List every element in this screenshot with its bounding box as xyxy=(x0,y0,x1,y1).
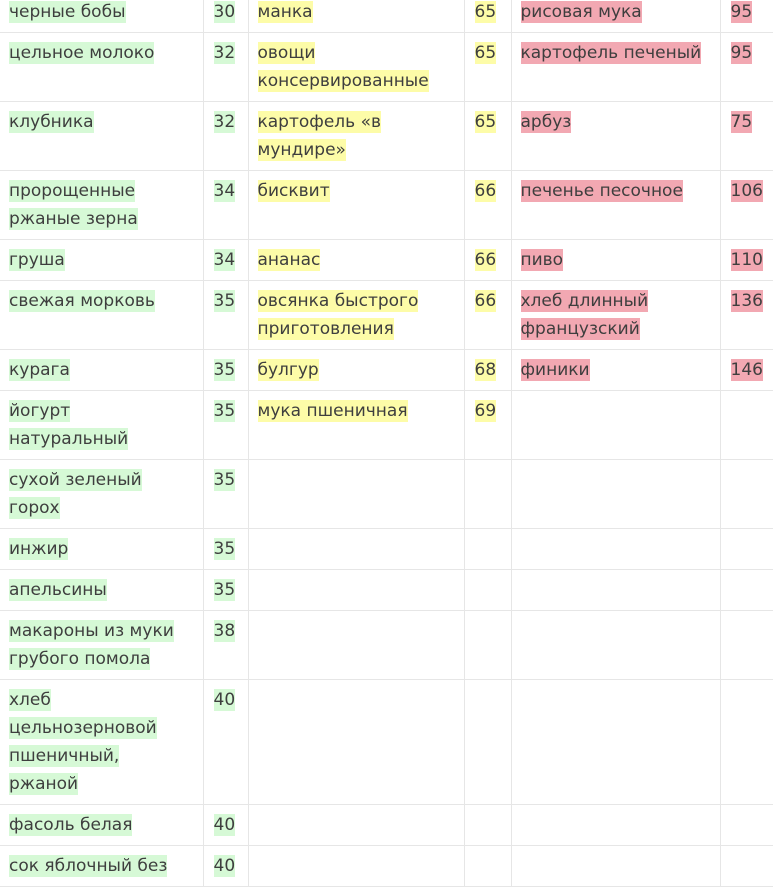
table-row xyxy=(0,460,773,529)
medium-gi-value: 68 xyxy=(474,360,497,380)
high-gi-food-cell xyxy=(511,529,720,570)
medium-gi-value-cell xyxy=(464,171,511,240)
medium-gi-food-cell xyxy=(248,281,464,350)
medium-gi-food-cell xyxy=(248,33,464,102)
high-gi-food-cell xyxy=(511,680,720,805)
high-gi-value: 95 xyxy=(730,43,753,63)
medium-gi-value: 66 xyxy=(474,291,497,311)
low-gi-food-cell xyxy=(0,460,203,529)
medium-gi-food-name: овсянка быстрого приготовления xyxy=(257,291,419,339)
low-gi-value-cell xyxy=(203,570,248,611)
low-gi-food-name: черные бобы xyxy=(9,2,126,22)
medium-gi-value-cell xyxy=(464,391,511,460)
low-gi-value: 35 xyxy=(213,291,236,311)
medium-gi-value-cell xyxy=(464,680,511,805)
medium-gi-food-cell xyxy=(248,611,464,680)
low-gi-food-name: груша xyxy=(9,250,65,270)
high-gi-food-cell xyxy=(511,805,720,846)
low-gi-value-cell xyxy=(203,171,248,240)
medium-gi-food-cell xyxy=(248,102,464,171)
medium-gi-food-cell xyxy=(248,680,464,805)
high-gi-value-cell xyxy=(720,680,773,805)
low-gi-food-cell xyxy=(0,529,203,570)
medium-gi-food-cell xyxy=(248,171,464,240)
low-gi-food-cell xyxy=(0,680,203,805)
low-gi-food-cell xyxy=(0,33,203,102)
medium-gi-food-cell xyxy=(248,391,464,460)
table-row xyxy=(0,680,773,805)
high-gi-food-cell xyxy=(511,33,720,102)
low-gi-food-cell xyxy=(0,391,203,460)
low-gi-food-name: макароны из муки грубого помола xyxy=(9,621,174,669)
low-gi-value: 35 xyxy=(213,360,236,380)
high-gi-value: 136 xyxy=(730,291,763,311)
high-gi-value-cell xyxy=(720,171,773,240)
medium-gi-food-cell xyxy=(248,570,464,611)
medium-gi-value: 65 xyxy=(474,2,497,22)
medium-gi-value: 65 xyxy=(474,43,497,63)
high-gi-value: 75 xyxy=(730,112,753,132)
low-gi-value-cell xyxy=(203,460,248,529)
high-gi-food-cell xyxy=(511,0,720,33)
medium-gi-food-cell xyxy=(248,0,464,33)
high-gi-value-cell xyxy=(720,805,773,846)
high-gi-food-cell xyxy=(511,391,720,460)
medium-gi-value: 66 xyxy=(474,250,497,270)
high-gi-food-cell xyxy=(511,846,720,887)
high-gi-value-cell xyxy=(720,281,773,350)
low-gi-food-name: свежая морковь xyxy=(9,291,155,311)
low-gi-value: 32 xyxy=(213,43,236,63)
low-gi-value: 40 xyxy=(213,690,236,710)
high-gi-food-cell xyxy=(511,611,720,680)
low-gi-food-name: пророщенные ржаные зерна xyxy=(9,181,138,229)
low-gi-value: 35 xyxy=(213,401,236,421)
high-gi-food-name: пиво xyxy=(520,250,564,270)
high-gi-food-name: рисовая мука xyxy=(520,2,642,22)
low-gi-value-cell xyxy=(203,350,248,391)
low-gi-value: 34 xyxy=(213,181,236,201)
medium-gi-food-cell xyxy=(248,846,464,887)
low-gi-value: 40 xyxy=(213,815,236,835)
high-gi-food-name: хлеб длинный французский xyxy=(520,291,649,339)
table-row xyxy=(0,805,773,846)
medium-gi-value-cell xyxy=(464,0,511,33)
medium-gi-food-cell xyxy=(248,460,464,529)
table-row xyxy=(0,171,773,240)
low-gi-food-name: йогурт натуральный xyxy=(9,401,129,449)
high-gi-value-cell xyxy=(720,350,773,391)
low-gi-value-cell xyxy=(203,0,248,33)
low-gi-food-name: фасоль белая xyxy=(9,815,133,835)
high-gi-food-cell xyxy=(511,171,720,240)
low-gi-value-cell xyxy=(203,805,248,846)
high-gi-value: 110 xyxy=(730,250,763,270)
low-gi-food-name: цельное молоко xyxy=(9,43,155,63)
medium-gi-value-cell xyxy=(464,570,511,611)
low-gi-value-cell xyxy=(203,240,248,281)
low-gi-food-cell xyxy=(0,281,203,350)
medium-gi-value-cell xyxy=(464,281,511,350)
low-gi-value: 40 xyxy=(213,856,236,876)
high-gi-value-cell xyxy=(720,102,773,171)
low-gi-food-name: сок яблочный без xyxy=(9,856,168,876)
high-gi-food-cell xyxy=(511,102,720,171)
high-gi-food-cell xyxy=(511,570,720,611)
low-gi-food-name: клубника xyxy=(9,112,94,132)
high-gi-value-cell xyxy=(720,33,773,102)
low-gi-food-cell xyxy=(0,805,203,846)
low-gi-value: 38 xyxy=(213,621,236,641)
low-gi-food-cell xyxy=(0,611,203,680)
medium-gi-food-name: овощи консервированные xyxy=(257,43,429,91)
low-gi-food-name: апельсины xyxy=(9,580,107,600)
medium-gi-food-cell xyxy=(248,350,464,391)
high-gi-food-cell xyxy=(511,240,720,281)
low-gi-value: 35 xyxy=(213,470,236,490)
high-gi-value-cell xyxy=(720,570,773,611)
low-gi-value: 32 xyxy=(213,112,236,132)
medium-gi-value-cell xyxy=(464,611,511,680)
medium-gi-value-cell xyxy=(464,846,511,887)
table-row xyxy=(0,281,773,350)
low-gi-value-cell xyxy=(203,680,248,805)
low-gi-food-cell xyxy=(0,350,203,391)
medium-gi-value-cell xyxy=(464,805,511,846)
low-gi-food-cell xyxy=(0,240,203,281)
medium-gi-food-cell xyxy=(248,805,464,846)
table-row xyxy=(0,350,773,391)
low-gi-food-name: инжир xyxy=(9,539,69,559)
medium-gi-value-cell xyxy=(464,240,511,281)
low-gi-value: 34 xyxy=(213,250,236,270)
low-gi-food-cell xyxy=(0,0,203,33)
table-row xyxy=(0,240,773,281)
high-gi-food-cell xyxy=(511,281,720,350)
low-gi-food-cell xyxy=(0,570,203,611)
low-gi-value-cell xyxy=(203,281,248,350)
low-gi-food-name: курага xyxy=(9,360,70,380)
medium-gi-food-name: манка xyxy=(257,2,313,22)
table-row xyxy=(0,391,773,460)
low-gi-value: 30 xyxy=(213,2,236,22)
high-gi-food-cell xyxy=(511,460,720,529)
high-gi-value-cell xyxy=(720,391,773,460)
medium-gi-value-cell xyxy=(464,350,511,391)
medium-gi-value-cell xyxy=(464,102,511,171)
medium-gi-value: 65 xyxy=(474,112,497,132)
medium-gi-food-name: булгур xyxy=(257,360,319,380)
medium-gi-food-name: ананас xyxy=(257,250,321,270)
table-row xyxy=(0,33,773,102)
high-gi-value: 95 xyxy=(730,2,753,22)
high-gi-food-name: печенье песочное xyxy=(520,181,683,201)
low-gi-food-cell xyxy=(0,102,203,171)
high-gi-value: 106 xyxy=(730,181,763,201)
high-gi-value-cell xyxy=(720,529,773,570)
medium-gi-value-cell xyxy=(464,529,511,570)
table-row xyxy=(0,846,773,887)
table-row xyxy=(0,102,773,171)
high-gi-value: 146 xyxy=(730,360,763,380)
high-gi-value-cell xyxy=(720,611,773,680)
high-gi-value-cell xyxy=(720,0,773,33)
table-row xyxy=(0,529,773,570)
low-gi-food-name: хлеб цельнозерновой пшеничный, ржаной xyxy=(9,690,157,794)
low-gi-value-cell xyxy=(203,102,248,171)
medium-gi-food-name: бисквит xyxy=(257,181,330,201)
low-gi-value: 35 xyxy=(213,580,236,600)
table-row xyxy=(0,0,773,33)
high-gi-food-name: финики xyxy=(520,360,590,380)
low-gi-value-cell xyxy=(203,391,248,460)
medium-gi-food-name: картофель «в мундире» xyxy=(257,112,381,160)
high-gi-value-cell xyxy=(720,240,773,281)
medium-gi-food-cell xyxy=(248,529,464,570)
table-row xyxy=(0,570,773,611)
medium-gi-value-cell xyxy=(464,33,511,102)
high-gi-value-cell xyxy=(720,460,773,529)
low-gi-value-cell xyxy=(203,611,248,680)
medium-gi-value: 66 xyxy=(474,181,497,201)
medium-gi-value-cell xyxy=(464,460,511,529)
low-gi-food-cell xyxy=(0,846,203,887)
table-row xyxy=(0,611,773,680)
medium-gi-value: 69 xyxy=(474,401,497,421)
low-gi-food-name: сухой зеленый горох xyxy=(9,470,142,518)
low-gi-value-cell xyxy=(203,33,248,102)
high-gi-food-cell xyxy=(511,350,720,391)
low-gi-value-cell xyxy=(203,529,248,570)
low-gi-food-cell xyxy=(0,171,203,240)
medium-gi-food-cell xyxy=(248,240,464,281)
high-gi-food-name: арбуз xyxy=(520,112,572,132)
high-gi-food-name: картофель печеный xyxy=(520,43,702,63)
low-gi-value-cell xyxy=(203,846,248,887)
low-gi-value: 35 xyxy=(213,539,236,559)
high-gi-value-cell xyxy=(720,846,773,887)
medium-gi-food-name: мука пшеничная xyxy=(257,401,408,421)
